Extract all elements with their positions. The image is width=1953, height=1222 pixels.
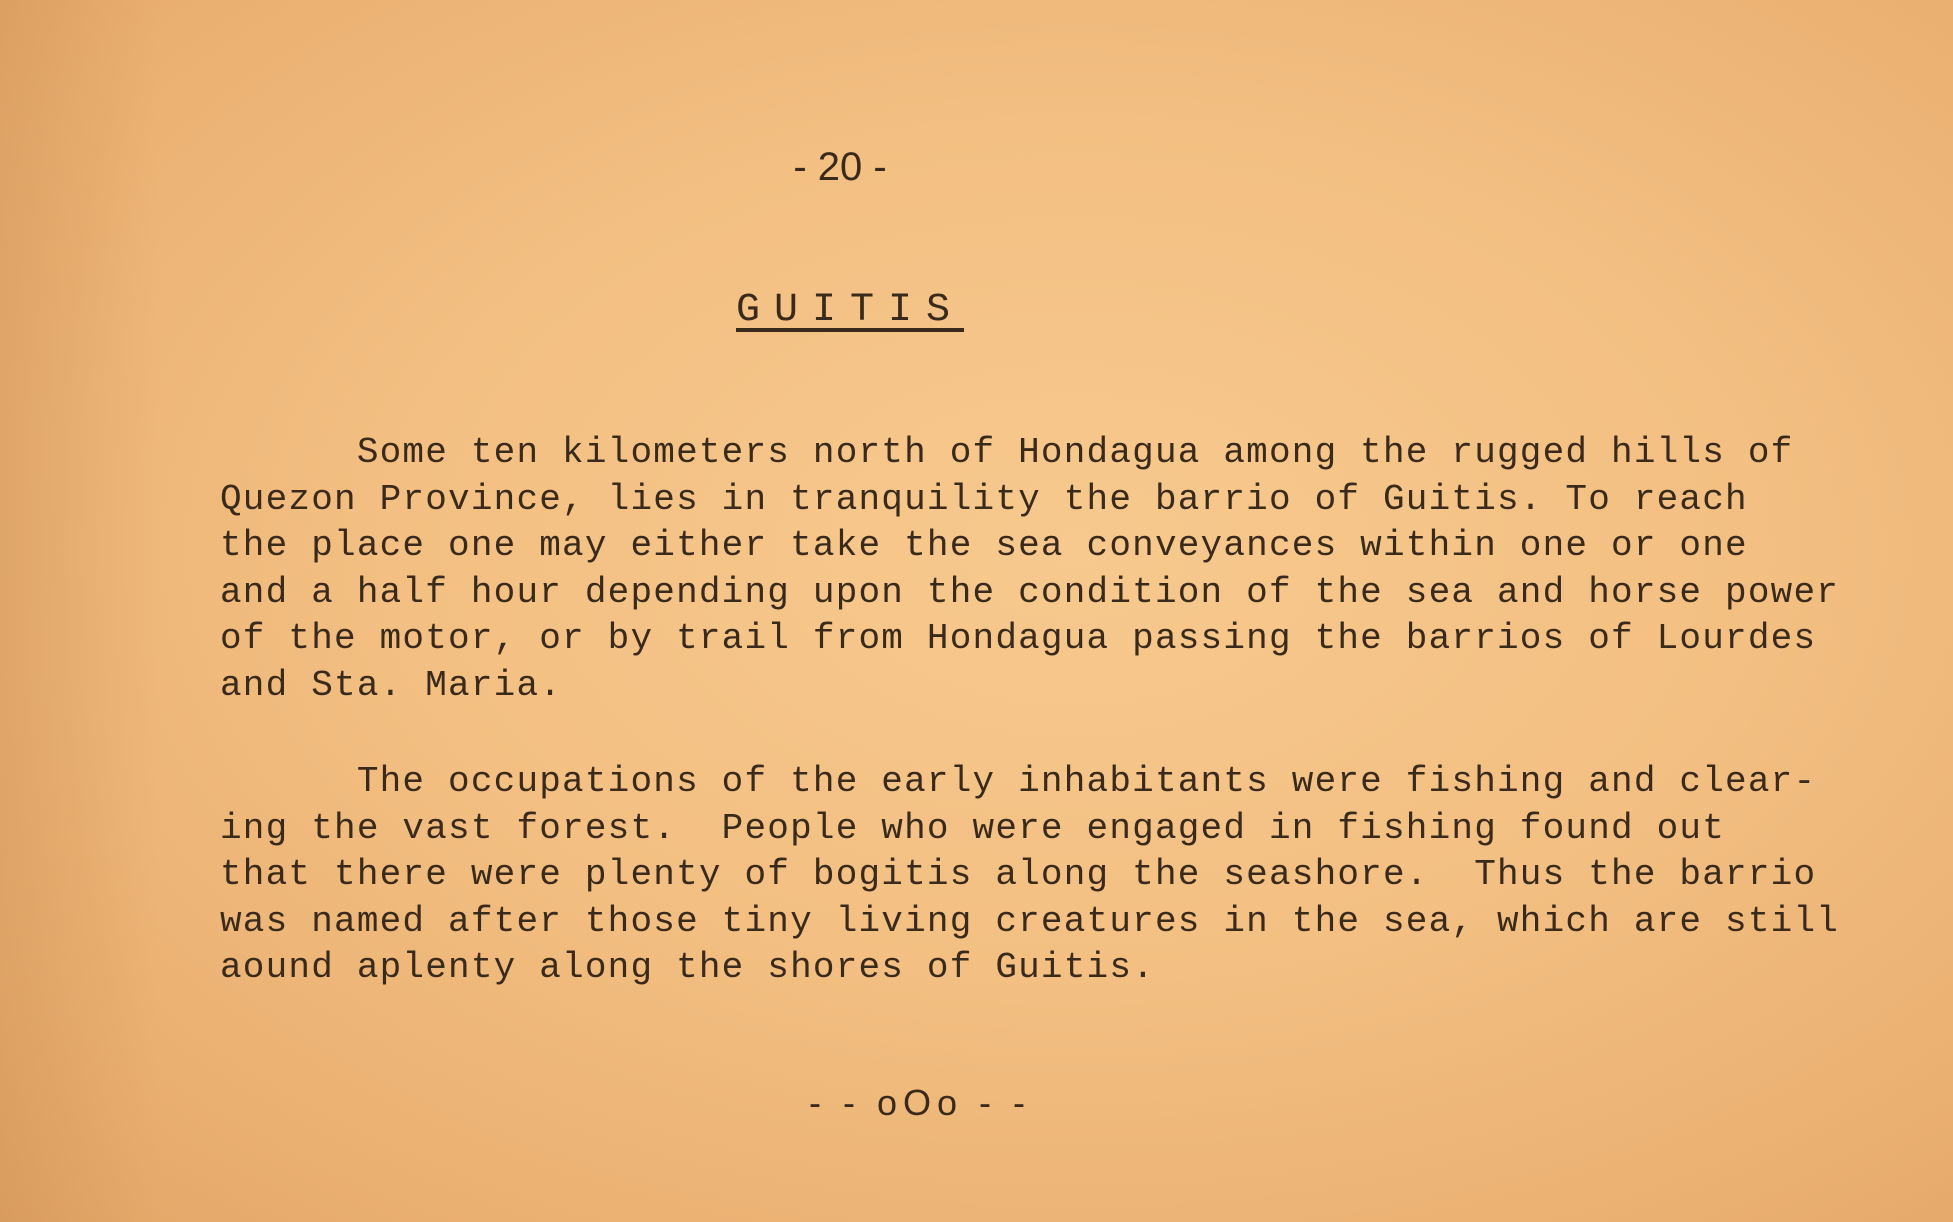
page-number: - 20 - — [793, 145, 887, 189]
paragraph-line: the place one may either take the sea conveyances within one or one — [220, 525, 1748, 566]
paragraph-1 — [220, 430, 1860, 709]
paragraph-line: The occupations of the early inhabitants were fishing and clear- — [220, 761, 1817, 802]
paragraph-2 — [220, 759, 1860, 992]
paragraph-line: aound aplenty along the shores of Guitis. — [220, 947, 1155, 988]
page-edge-shadow — [0, 0, 160, 1222]
paragraph-line: ing the vast forest. People who were engaged in fishing found out — [220, 807, 1726, 849]
section-end-mark: - - oOo - - — [808, 1082, 1031, 1123]
paragraph-line: of the motor, or by trail from Hondagua passing the barrios of Lourdes — [220, 618, 1817, 659]
paragraph-line: and Sta. Maria. — [220, 664, 563, 706]
paragraph-line: Quezon Province, lies in tranquility the barrio of Guitis. To reach — [220, 478, 1748, 520]
paragraph-line: was named after those tiny living creatures in the sea, which are still — [220, 900, 1840, 942]
paragraph-line: that there were plenty of bogitis along the seashore. Thus the barrio — [220, 854, 1817, 895]
paragraph-line: and a half hour depending upon the condition of the sea and horse power — [220, 571, 1840, 613]
paragraph-line: Some ten kilometers north of Hondagua among the rugged hills of — [220, 432, 1794, 473]
section-title: GUITIS — [735, 288, 965, 333]
